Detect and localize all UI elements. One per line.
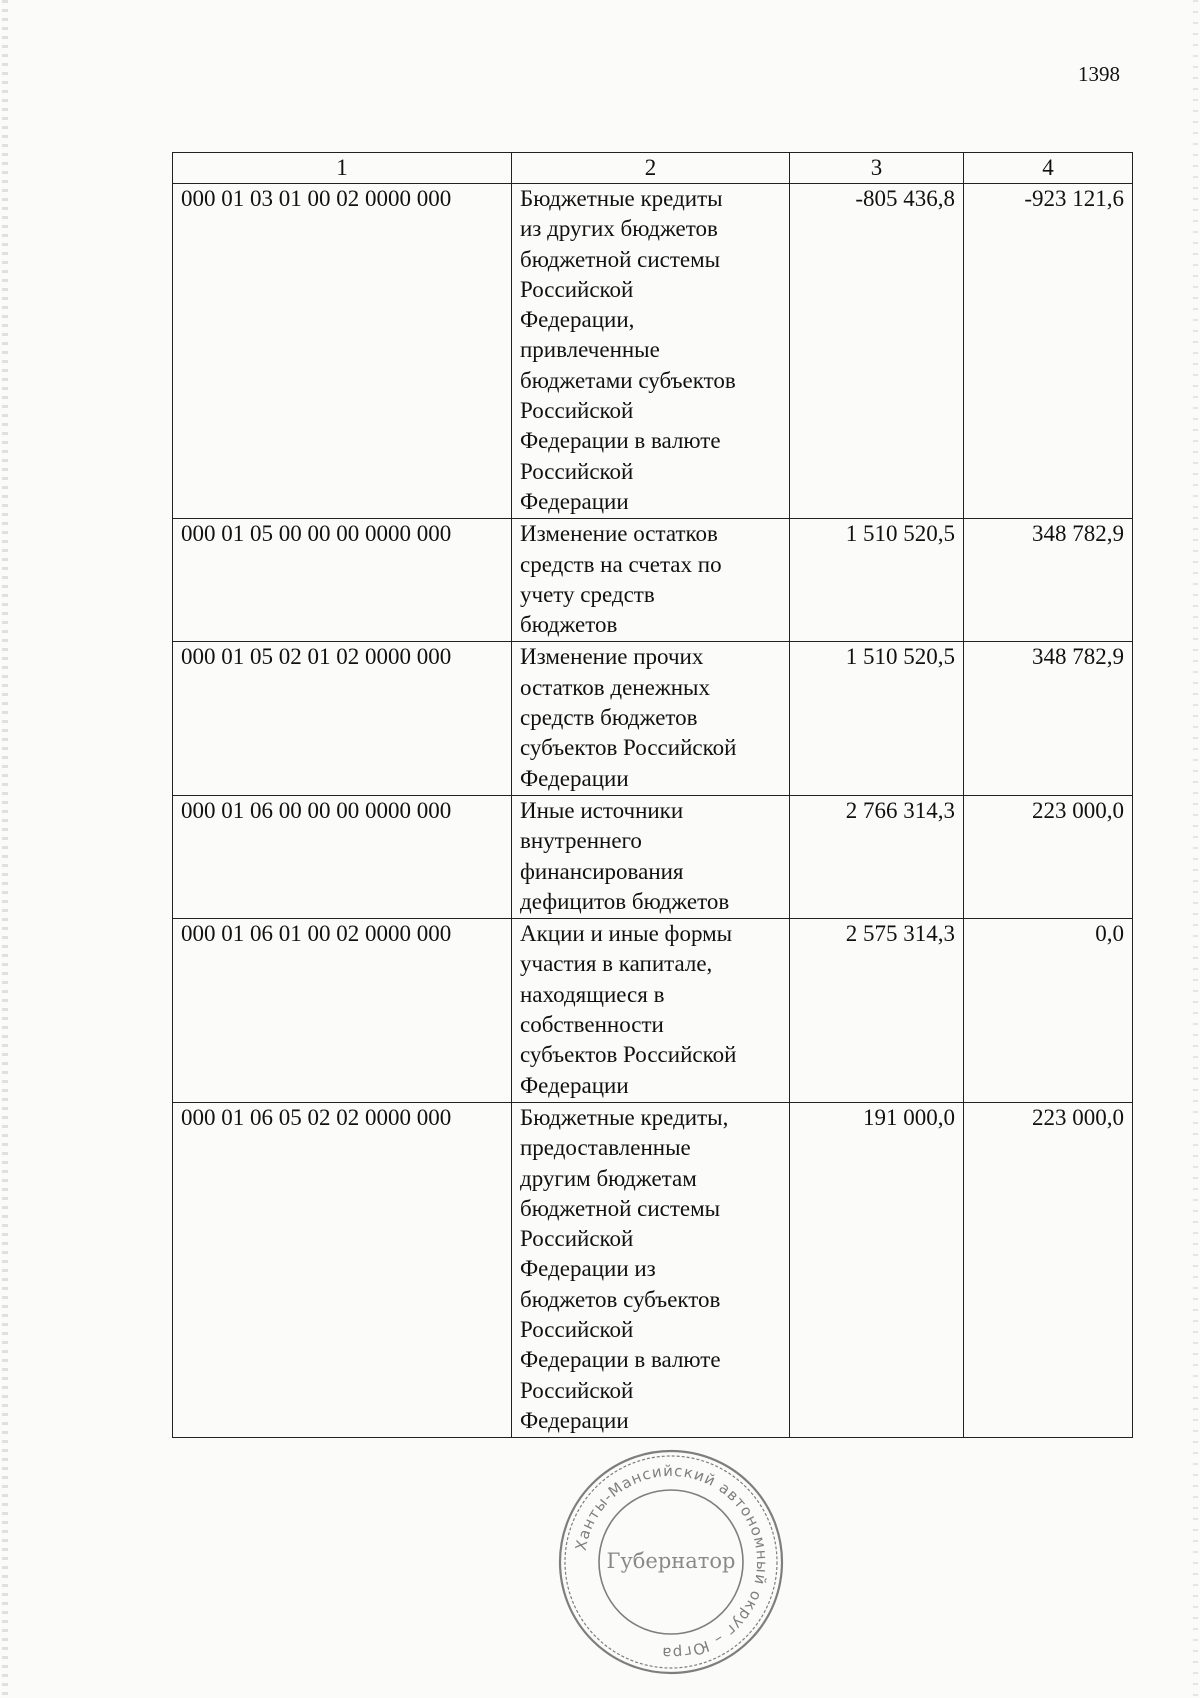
source-name-line: внутреннего xyxy=(520,828,642,854)
source-name-line: Изменение остатков xyxy=(520,521,718,547)
budget-code-cell: 000 01 06 01 00 02 0000 000 xyxy=(173,919,512,1103)
amount-column-4-cell: -923 121,6 xyxy=(964,184,1133,519)
source-name-line: Российской xyxy=(520,458,634,484)
budget-code-cell: 000 01 05 02 01 02 0000 000 xyxy=(173,642,512,795)
source-name-line: Федерации xyxy=(520,1407,629,1433)
source-name-line: бюджетами субъектов xyxy=(520,367,736,393)
source-name-line: Бюджетные кредиты xyxy=(520,186,723,211)
amount-column-3-cell: 1 510 520,5 xyxy=(790,519,964,642)
amount-column-4-cell: 223 000,0 xyxy=(964,1102,1133,1437)
source-name-line: средств бюджетов xyxy=(520,705,698,731)
source-name-line: субъектов Российской xyxy=(520,1042,737,1068)
source-name-line: Иные источники xyxy=(520,797,684,823)
source-name-line: субъектов Российской xyxy=(520,735,737,761)
scan-edge-right xyxy=(1193,0,1198,1698)
source-name-line: Изменение прочих xyxy=(520,644,704,670)
source-name-cell xyxy=(512,1102,790,1437)
page-number: 1398 xyxy=(1078,62,1120,86)
table-row xyxy=(173,795,1133,918)
source-name-line: дефицитов бюджетов xyxy=(520,888,730,914)
source-name-line: находящиеся в xyxy=(520,981,665,1007)
source-name-line: Российской xyxy=(520,1316,634,1342)
amount-column-3-cell: 2 766 314,3 xyxy=(790,795,964,918)
source-name-line: Федерации xyxy=(520,1072,629,1098)
amount-column-4-cell: 348 782,9 xyxy=(964,519,1133,642)
column-header-4: 4 xyxy=(964,153,1133,184)
source-name-line: из других бюджетов xyxy=(520,216,718,242)
source-name-cell xyxy=(512,642,790,795)
source-name-line: финансирования xyxy=(520,858,684,884)
table-row xyxy=(173,184,1133,519)
source-name-cell xyxy=(512,519,790,642)
budget-code-cell: 000 01 06 05 02 02 0000 000 xyxy=(173,1102,512,1437)
source-name-line: участия в капитале, xyxy=(520,951,713,977)
source-name-line: бюджетов субъектов xyxy=(520,1286,721,1312)
source-name-line: Бюджетные кредиты, xyxy=(520,1104,729,1130)
column-header-3: 3 xyxy=(790,153,964,184)
source-name-cell xyxy=(512,184,790,519)
table-row xyxy=(173,1102,1133,1437)
seal-center-text: Губернатор xyxy=(606,1549,736,1573)
source-name-line: Федерации, xyxy=(520,307,635,333)
source-name-line: бюджетной системы xyxy=(520,1195,721,1221)
source-name-line: Федерации xyxy=(520,488,629,514)
source-name-line: Российской xyxy=(520,1377,634,1403)
column-header-1: 1 xyxy=(173,153,512,184)
seal-ring-text: Ханты-Мансийский автономный округ – Югра xyxy=(571,1461,772,1663)
source-name-line: бюджетной системы xyxy=(520,246,721,272)
column-header-2: 2 xyxy=(512,153,790,184)
source-name-line: другим бюджетам xyxy=(520,1165,697,1191)
header-row xyxy=(173,153,1133,184)
amount-column-4-cell: 223 000,0 xyxy=(964,795,1133,918)
budget-code-cell: 000 01 06 00 00 00 0000 000 xyxy=(173,795,512,918)
budget-code-cell: 000 01 05 00 00 00 0000 000 xyxy=(173,519,512,642)
source-name-cell xyxy=(512,795,790,918)
source-name-line: Акции и иные формы xyxy=(520,921,733,947)
amount-column-3-cell: -805 436,8 xyxy=(790,184,964,519)
source-name-line: средств на счетах по xyxy=(520,551,722,577)
source-name-line: учету средств xyxy=(520,581,655,607)
amount-column-4-cell: 348 782,9 xyxy=(964,642,1133,795)
source-name-line: Федерации xyxy=(520,765,629,791)
source-name-line: бюджетов xyxy=(520,612,618,638)
amount-column-4-cell: 0,0 xyxy=(964,919,1133,1103)
source-name-line: привлеченные xyxy=(520,337,660,363)
budget-code-cell: 000 01 03 01 00 02 0000 000 xyxy=(173,184,512,519)
source-name-line: Федерации из xyxy=(520,1256,656,1282)
table-row xyxy=(173,519,1133,642)
official-seal xyxy=(556,1447,786,1677)
scan-edge-left xyxy=(2,0,8,1698)
source-name-line: предоставленные xyxy=(520,1135,691,1161)
source-name-line: Российской xyxy=(520,276,634,302)
source-name-line: остатков денежных xyxy=(520,674,710,700)
table-body xyxy=(173,184,1133,1438)
source-name-line: Федерации в валюте xyxy=(520,1347,721,1373)
source-name-line: Федерации в валюте xyxy=(520,428,721,454)
amount-column-3-cell: 191 000,0 xyxy=(790,1102,964,1437)
source-name-cell xyxy=(512,919,790,1103)
source-name-line: собственности xyxy=(520,1012,664,1038)
table-row xyxy=(173,642,1133,795)
amount-column-3-cell: 2 575 314,3 xyxy=(790,919,964,1103)
table-row xyxy=(173,919,1133,1103)
source-name-line: Российской xyxy=(520,1226,634,1252)
amount-column-3-cell: 1 510 520,5 xyxy=(790,642,964,795)
budget-sources-table xyxy=(172,152,1133,1438)
source-name-line: Российской xyxy=(520,398,634,424)
